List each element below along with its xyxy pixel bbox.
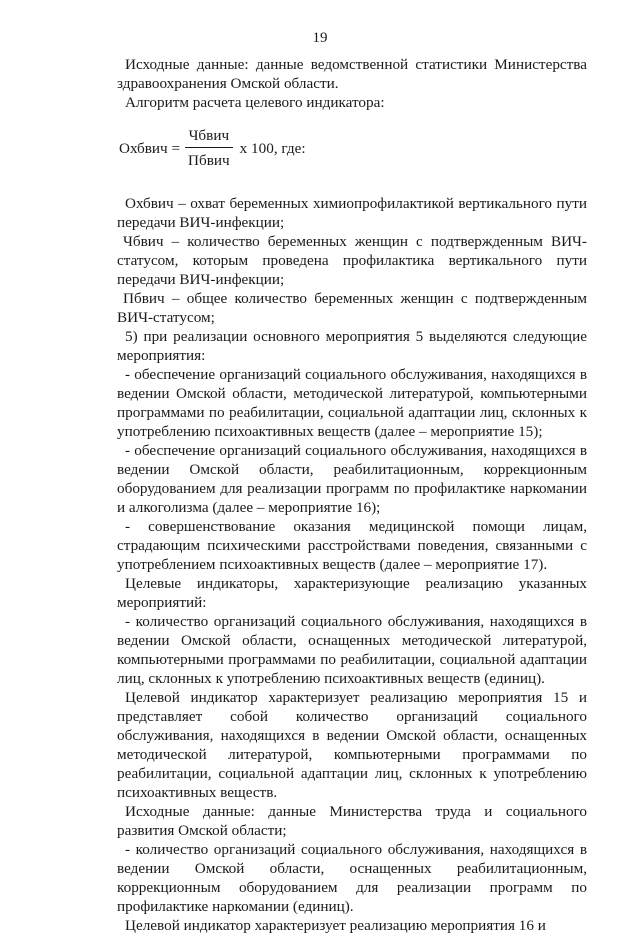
definition-chbvich: Чбвич – количество беременных женщин с подтвержденным ВИЧ-статусом, которым проведена профилактика вертикального пути передачи ВИЧ-инфекции; <box>117 233 587 288</box>
definition-ohbvich: Охбвич – охват беременных химиопрофилактикой вертикального пути передачи ВИЧ-инфекции; <box>117 195 587 231</box>
formula <box>119 126 587 170</box>
formula-denominator: Пбвич <box>188 152 230 169</box>
formula-numerator: Чбвич <box>185 126 234 148</box>
definition-pbvich: Пбвич – общее количество беременных женщин с подтвержденным ВИЧ-статусом; <box>117 290 587 326</box>
page-body <box>117 55 587 935</box>
targets-paragraph: Целевые индикаторы, характеризующие реализацию указанных мероприятий: <box>117 575 587 611</box>
measure-15-paragraph: - обеспечение организаций социального обслуживания, находящихся в ведении Омской области, методической литературой, компьютерными программами по реабилитации, социальной адаптации лиц, склонных к употреблению психоактивных веществ (далее – мероприятие 15); <box>117 366 587 440</box>
source-paragraph: Исходные данные: данные ведомственной статистики Министерства здравоохранения Омской области. <box>117 56 587 92</box>
formula-tail: х 100, где: <box>239 139 306 157</box>
description-16-paragraph: Целевой индикатор характеризует реализацию мероприятия 16 и <box>125 917 546 934</box>
source-2-paragraph: Исходные данные: данные Министерства труда и социального развития Омской области; <box>117 803 587 839</box>
page-number: 19 <box>312 30 328 46</box>
measure-16-paragraph: - обеспечение организаций социального обслуживания, находящихся в ведении Омской области, реабилитационным, коррекционным оборудованием для реализации программ по профилактике наркомании и алкоголизма (далее – мероприятие 16); <box>117 442 587 516</box>
measure-17-paragraph: - совершенствование оказания медицинской помощи лицам, страдающим психическими расстройствами поведения, связанными с употреблением психоактивных веществ (далее – мероприятие 17). <box>117 518 587 573</box>
formula-lhs: Охбвич = <box>119 139 181 157</box>
algorithm-heading: Алгоритм расчета целевого индикатора: <box>125 94 385 111</box>
item-5-paragraph: 5) при реализации основного мероприятия 5 выделяются следующие мероприятия: <box>117 328 587 364</box>
indicator-1-paragraph: - количество организаций социального обслуживания, находящихся в ведении Омской области, оснащенных методической литературой, компьютерными программами по реабилитации, социальной адаптации лиц, склонных к употреблению психоактивных веществ (единиц). <box>117 613 587 687</box>
description-15-paragraph: Целевой индикатор характеризует реализацию мероприятия 15 и представляет собой количество организаций социального обслуживания, находящихся в ведении Омской области, оснащенных методической литературой, компьютерными программами по реабилитации, социальной адаптации лиц, склонных к употреблению психоактивных веществ. <box>117 689 587 801</box>
indicator-2-paragraph: - количество организаций социального обслуживания, находящихся в ведении Омской области, оснащенных реабилитационным, коррекционным оборудованием для реализации программ по профилактике наркомании (единиц). <box>117 841 587 915</box>
formula-fraction <box>184 126 234 170</box>
